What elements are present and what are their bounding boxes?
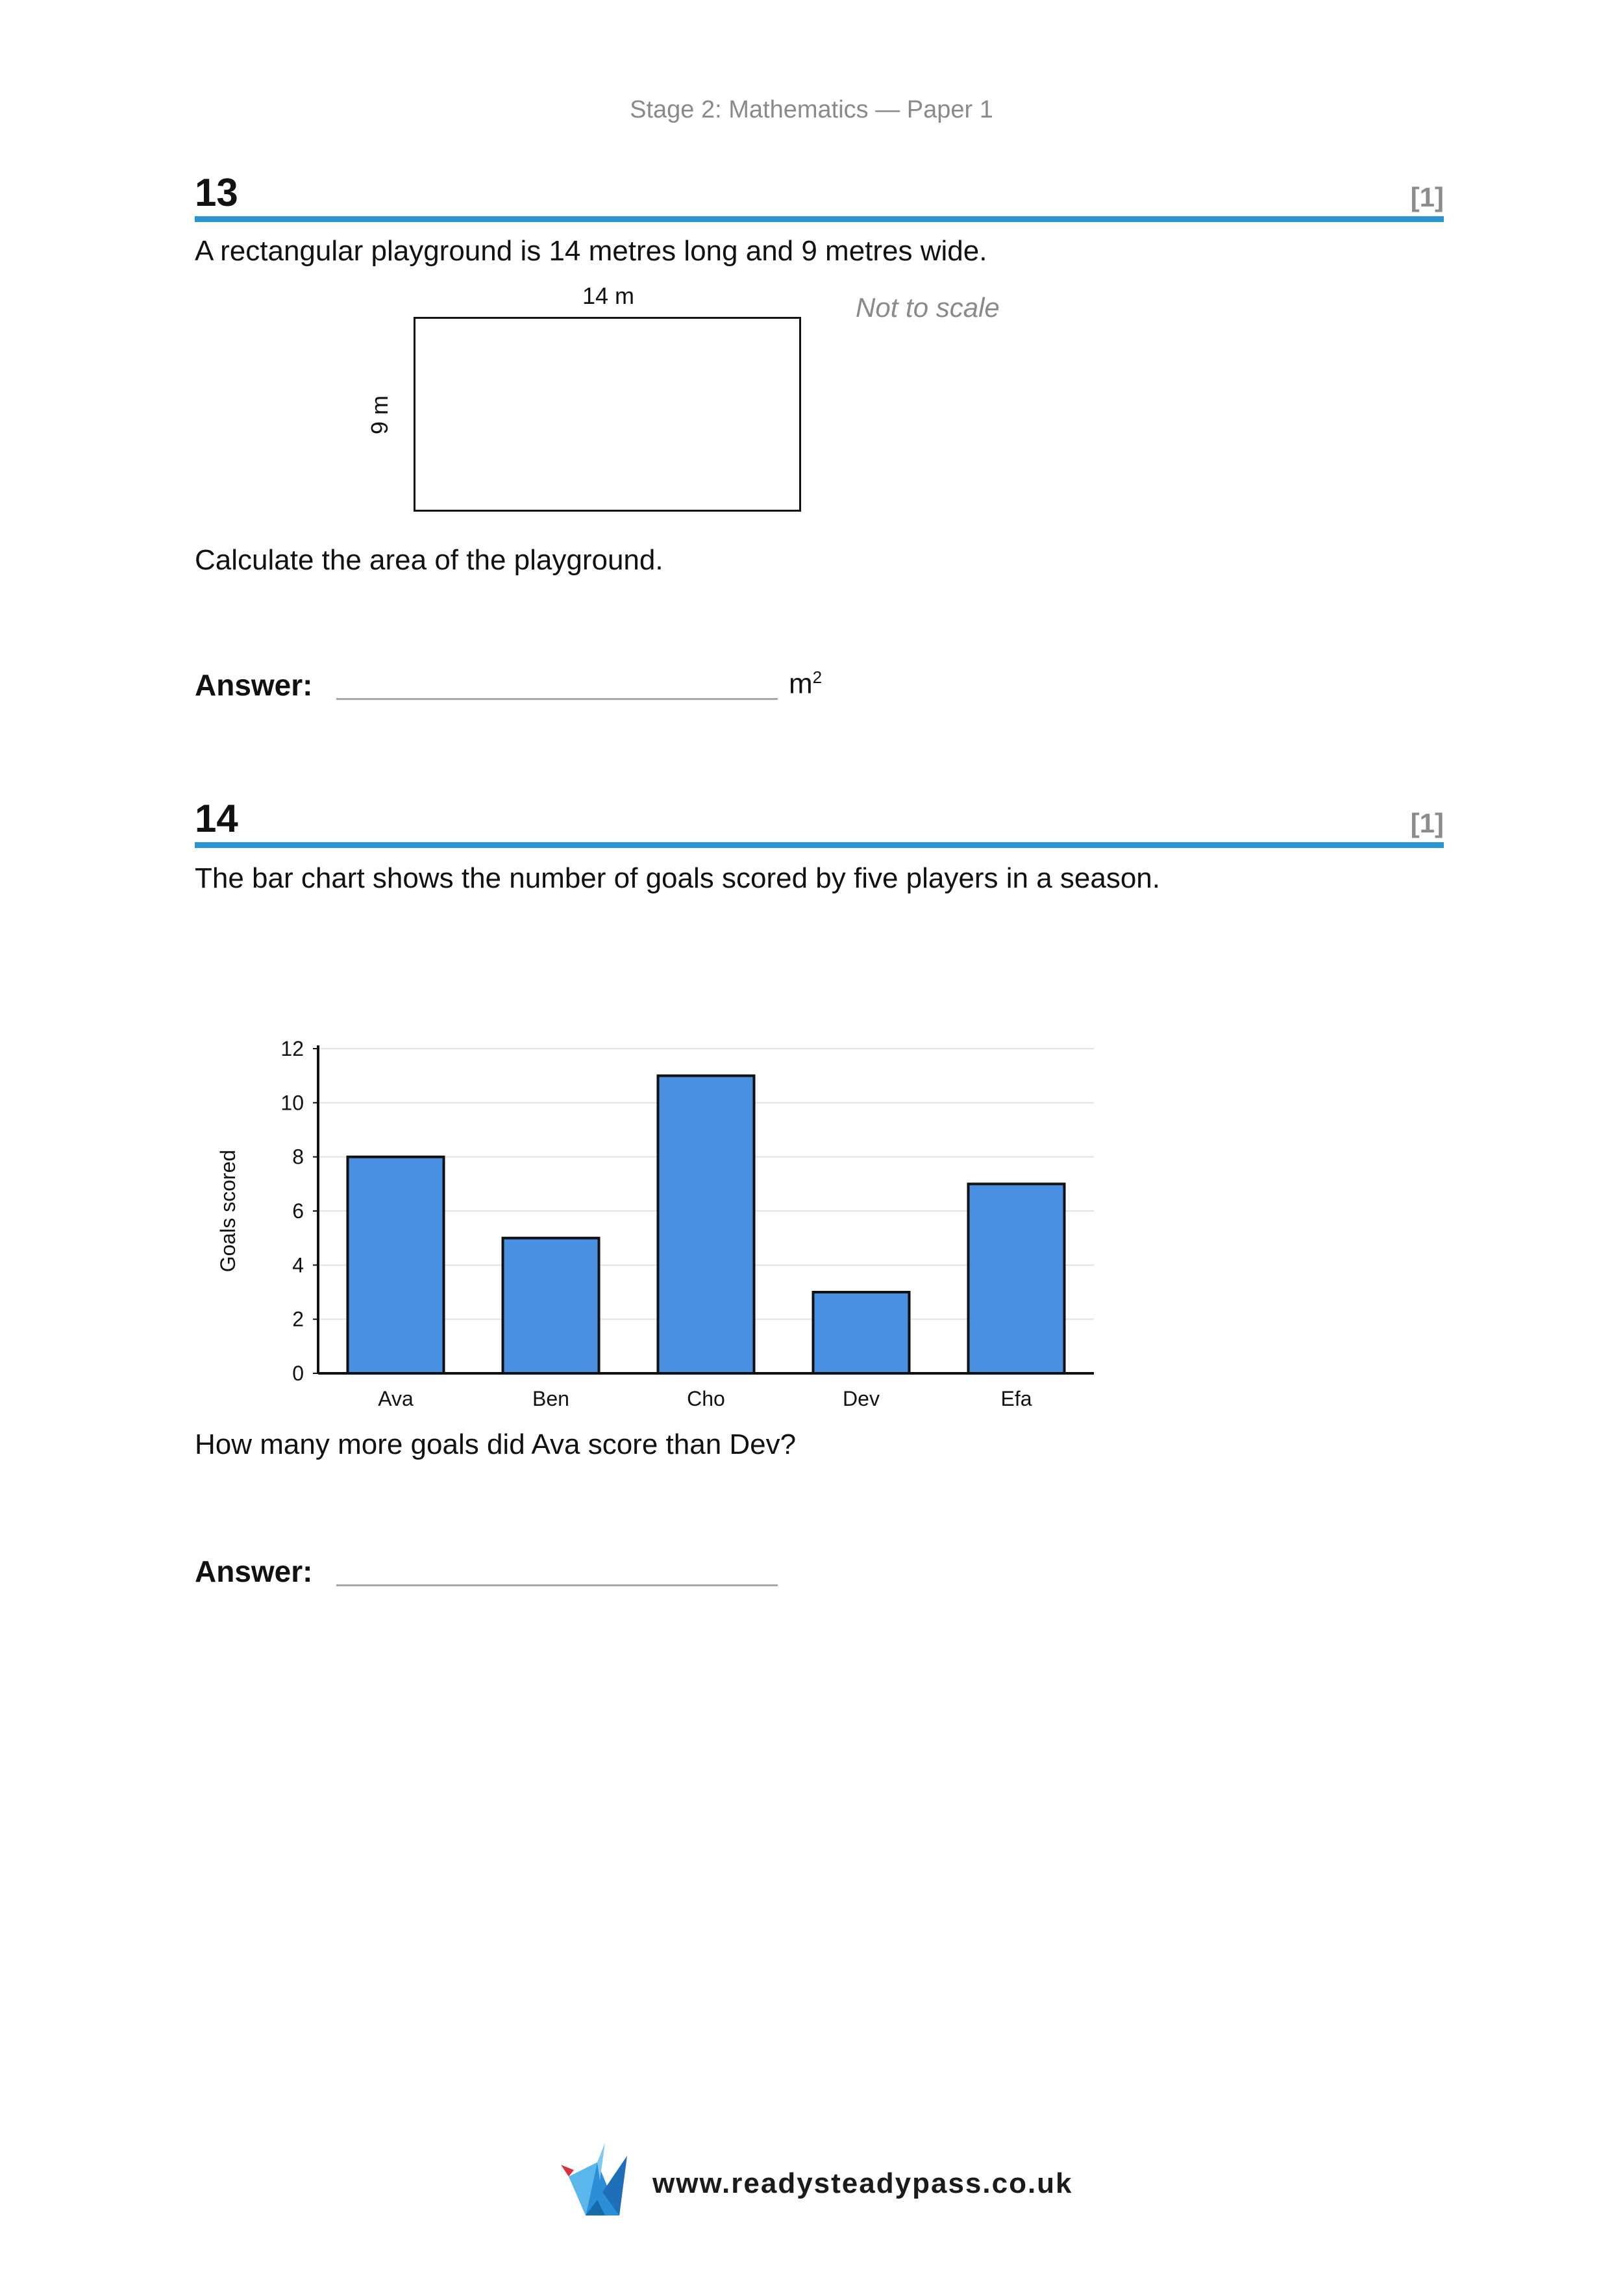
question-14-number: 14: [195, 797, 238, 840]
bar-ben: [503, 1238, 599, 1373]
y-tick-label: 10: [280, 1091, 304, 1115]
x-category-label: Cho: [687, 1387, 725, 1410]
y-tick-label: 4: [292, 1253, 304, 1277]
bar-cho: [658, 1076, 754, 1373]
question-13-text: A rectangular playground is 14 metres long and 9 metres wide.: [195, 235, 987, 267]
x-category-label: Efa: [1000, 1387, 1032, 1410]
x-category-label: Ava: [378, 1387, 414, 1410]
question-14-text: The bar chart shows the number of goals scored by five players in a season.: [195, 862, 1160, 894]
question-13-answer-field[interactable]: [336, 698, 778, 700]
y-tick-label: 2: [292, 1307, 304, 1331]
question-14-marks: [1]: [1410, 808, 1444, 838]
not-to-scale-note: Not to scale: [856, 292, 1000, 323]
y-tick-label: 0: [292, 1362, 304, 1385]
question-13-number: 13: [195, 171, 238, 214]
question-13-divider: [195, 216, 1444, 222]
x-category-label: Dev: [843, 1387, 880, 1410]
page-header: Stage 2: Mathematics — Paper 1: [630, 96, 993, 123]
question-13-prompt: Calculate the area of the playground.: [195, 544, 663, 576]
question-13-marks: [1]: [1410, 182, 1444, 212]
goals-bar-chart: [195, 1019, 1117, 1429]
footer-url: www.readysteadypass.co.uk: [652, 2167, 1073, 2199]
playground-rectangle: [414, 317, 801, 512]
question-14-answer-label: Answer:: [195, 1554, 313, 1588]
y-tick-label: 6: [292, 1199, 304, 1223]
x-category-label: Ben: [532, 1387, 569, 1410]
logo-icon: [560, 2143, 638, 2217]
rectangle-length-label: 14 m: [582, 282, 635, 309]
question-14-answer-field[interactable]: [336, 1584, 778, 1586]
question-14-divider: [195, 842, 1444, 848]
question-13-answer-label: Answer:: [195, 668, 313, 702]
area-unit: $m^2$: [789, 668, 823, 700]
rectangle-width-label: 9 m: [366, 395, 393, 435]
y-tick-label: 8: [292, 1145, 304, 1169]
bar-dev: [813, 1292, 910, 1373]
y-axis-label: Goals scored: [216, 1149, 240, 1273]
question-14-prompt: How many more goals did Ava score than Dev?: [195, 1429, 797, 1460]
bar-ava: [348, 1157, 444, 1373]
y-tick-label: 12: [280, 1037, 304, 1060]
bar-efa: [969, 1184, 1065, 1373]
